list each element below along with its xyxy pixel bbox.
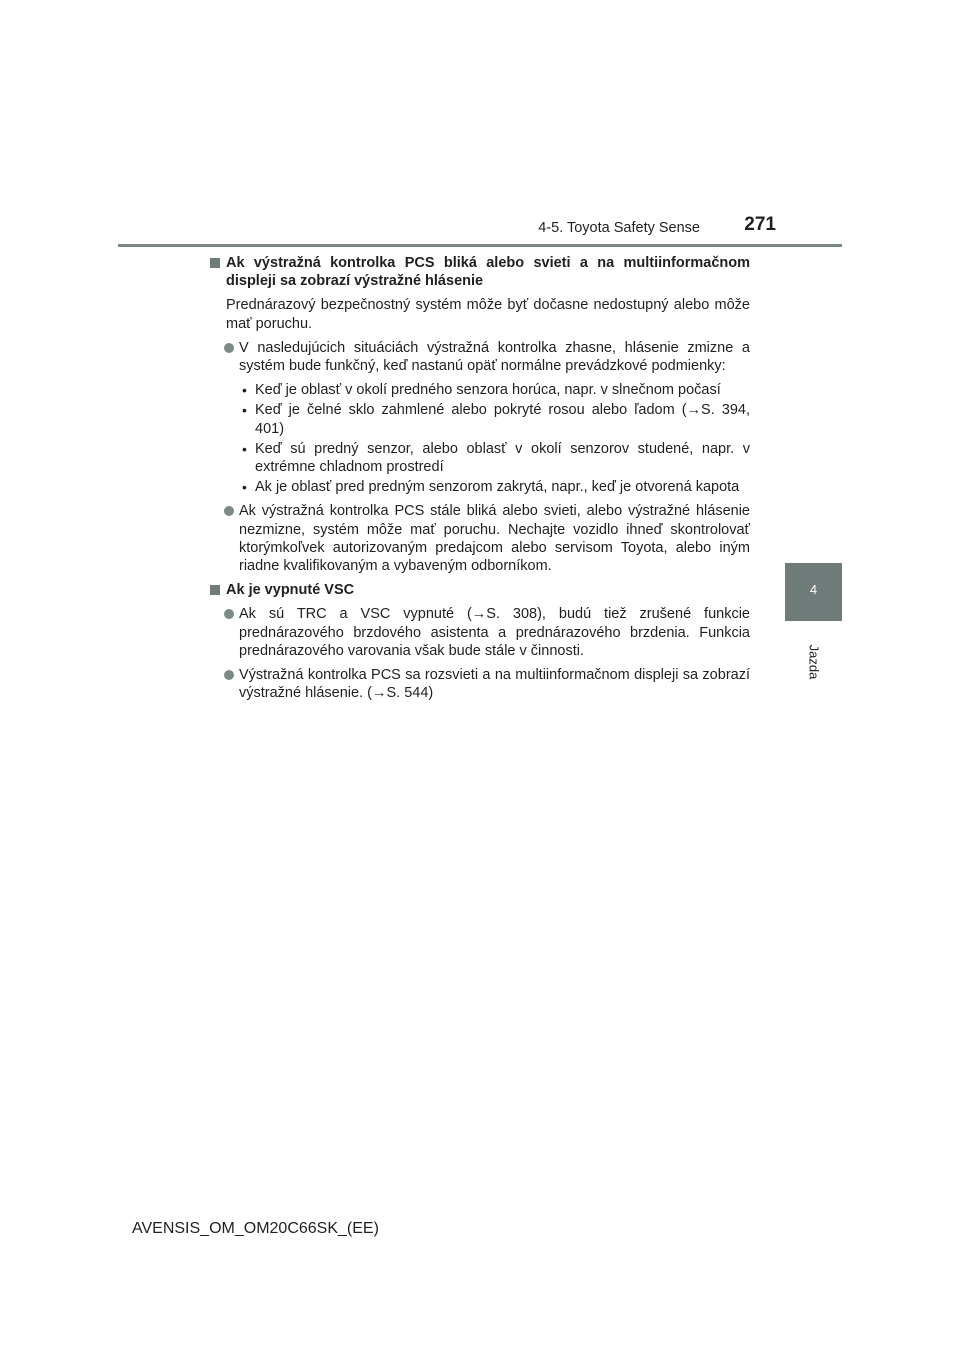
sub-list-item-text: Ak je oblasť pred predným senzorom zakrytá, napr., keď je otvorená kapota xyxy=(255,479,740,496)
sub-list-item-text: Keď sú predný senzor, alebo oblasť v okolí senzorov studené, napr. v extrémne chladnom prostredí xyxy=(255,440,750,476)
list-item-text: Ak výstražná kontrolka PCS stále bliká alebo svieti, alebo výstražné hlásenie nezmizne, systém môže mať poruchu. Nechajte vozidlo ihneď skontrolovať ktorýmkoľvek autorizovaným predajcom alebo servisom Toyota, alebo iným riadne kvalifikovaným a vybaveným odborníkom. xyxy=(239,503,750,575)
sub-list-item xyxy=(210,478,750,496)
sub-list-item xyxy=(210,440,750,476)
list-item xyxy=(210,502,750,575)
sub-list-item-text: Keď je oblasť v okolí predného senzora horúca, napr. v slnečnom počasí xyxy=(255,382,721,399)
list-item-text: Ak sú TRC a VSC vypnuté (→S. 308), budú tiež zrušené funkcie prednárazového brzdového asistenta a prednárazového brzdenia. Funkcia prednárazového varovania však bude stále v činnosti. xyxy=(239,606,750,659)
dot-bullet-icon: • xyxy=(242,402,247,419)
section-heading-text: Ak výstražná kontrolka PCS bliká alebo svieti a na multiinformačnom displeji sa zobrazí výstražné hlásenie xyxy=(226,255,750,290)
round-bullet-icon xyxy=(224,609,234,619)
list-item-text: Výstražná kontrolka PCS sa rozsvieti a na multiinformačnom displeji sa zobrazí výstražné hlásenie. (→S. 544) xyxy=(239,667,750,702)
section-heading xyxy=(210,254,750,290)
dot-bullet-icon: • xyxy=(242,382,247,399)
chapter-tab[interactable] xyxy=(785,563,842,621)
page-content xyxy=(210,254,750,708)
chapter-label xyxy=(806,632,822,692)
sub-list xyxy=(210,381,750,496)
header-rule xyxy=(118,244,842,247)
square-bullet-icon xyxy=(210,258,220,268)
dot-bullet-icon: • xyxy=(242,440,247,457)
round-bullet-icon xyxy=(224,670,234,680)
sub-list-item-text: Keď je čelné sklo zahmlené alebo pokryté rosou alebo ľadom (→S. 394, 401) xyxy=(255,402,750,437)
round-bullet-icon xyxy=(224,506,234,516)
dot-bullet-icon: • xyxy=(242,479,247,496)
sub-list-item xyxy=(210,381,750,399)
section-heading xyxy=(210,581,750,599)
page-number: 271 xyxy=(744,214,776,235)
chapter-label-text: Jazda xyxy=(806,644,822,680)
section-title: 4-5. Toyota Safety Sense xyxy=(538,220,700,236)
intro-paragraph: Prednárazový bezpečnostný systém môže byť dočasne nedostupný alebo môže mať poruchu. xyxy=(226,297,750,332)
list-item xyxy=(210,666,750,702)
round-bullet-icon xyxy=(224,343,234,353)
list-item-text: V nasledujúcich situáciách výstražná kontrolka zhasne, hlásenie zmizne a systém bude funkčný, keď nastanú opäť normálne prevádzkové podmienky: xyxy=(239,339,750,375)
square-bullet-icon xyxy=(210,585,220,595)
section-heading-text: Ak je vypnuté VSC xyxy=(226,582,355,599)
document-code: AVENSIS_OM_OM20C66SK_(EE) xyxy=(132,1220,379,1237)
chapter-number: 4 xyxy=(809,582,818,597)
sub-list-item xyxy=(210,401,750,437)
list-item xyxy=(210,605,750,660)
list-item xyxy=(210,339,750,375)
